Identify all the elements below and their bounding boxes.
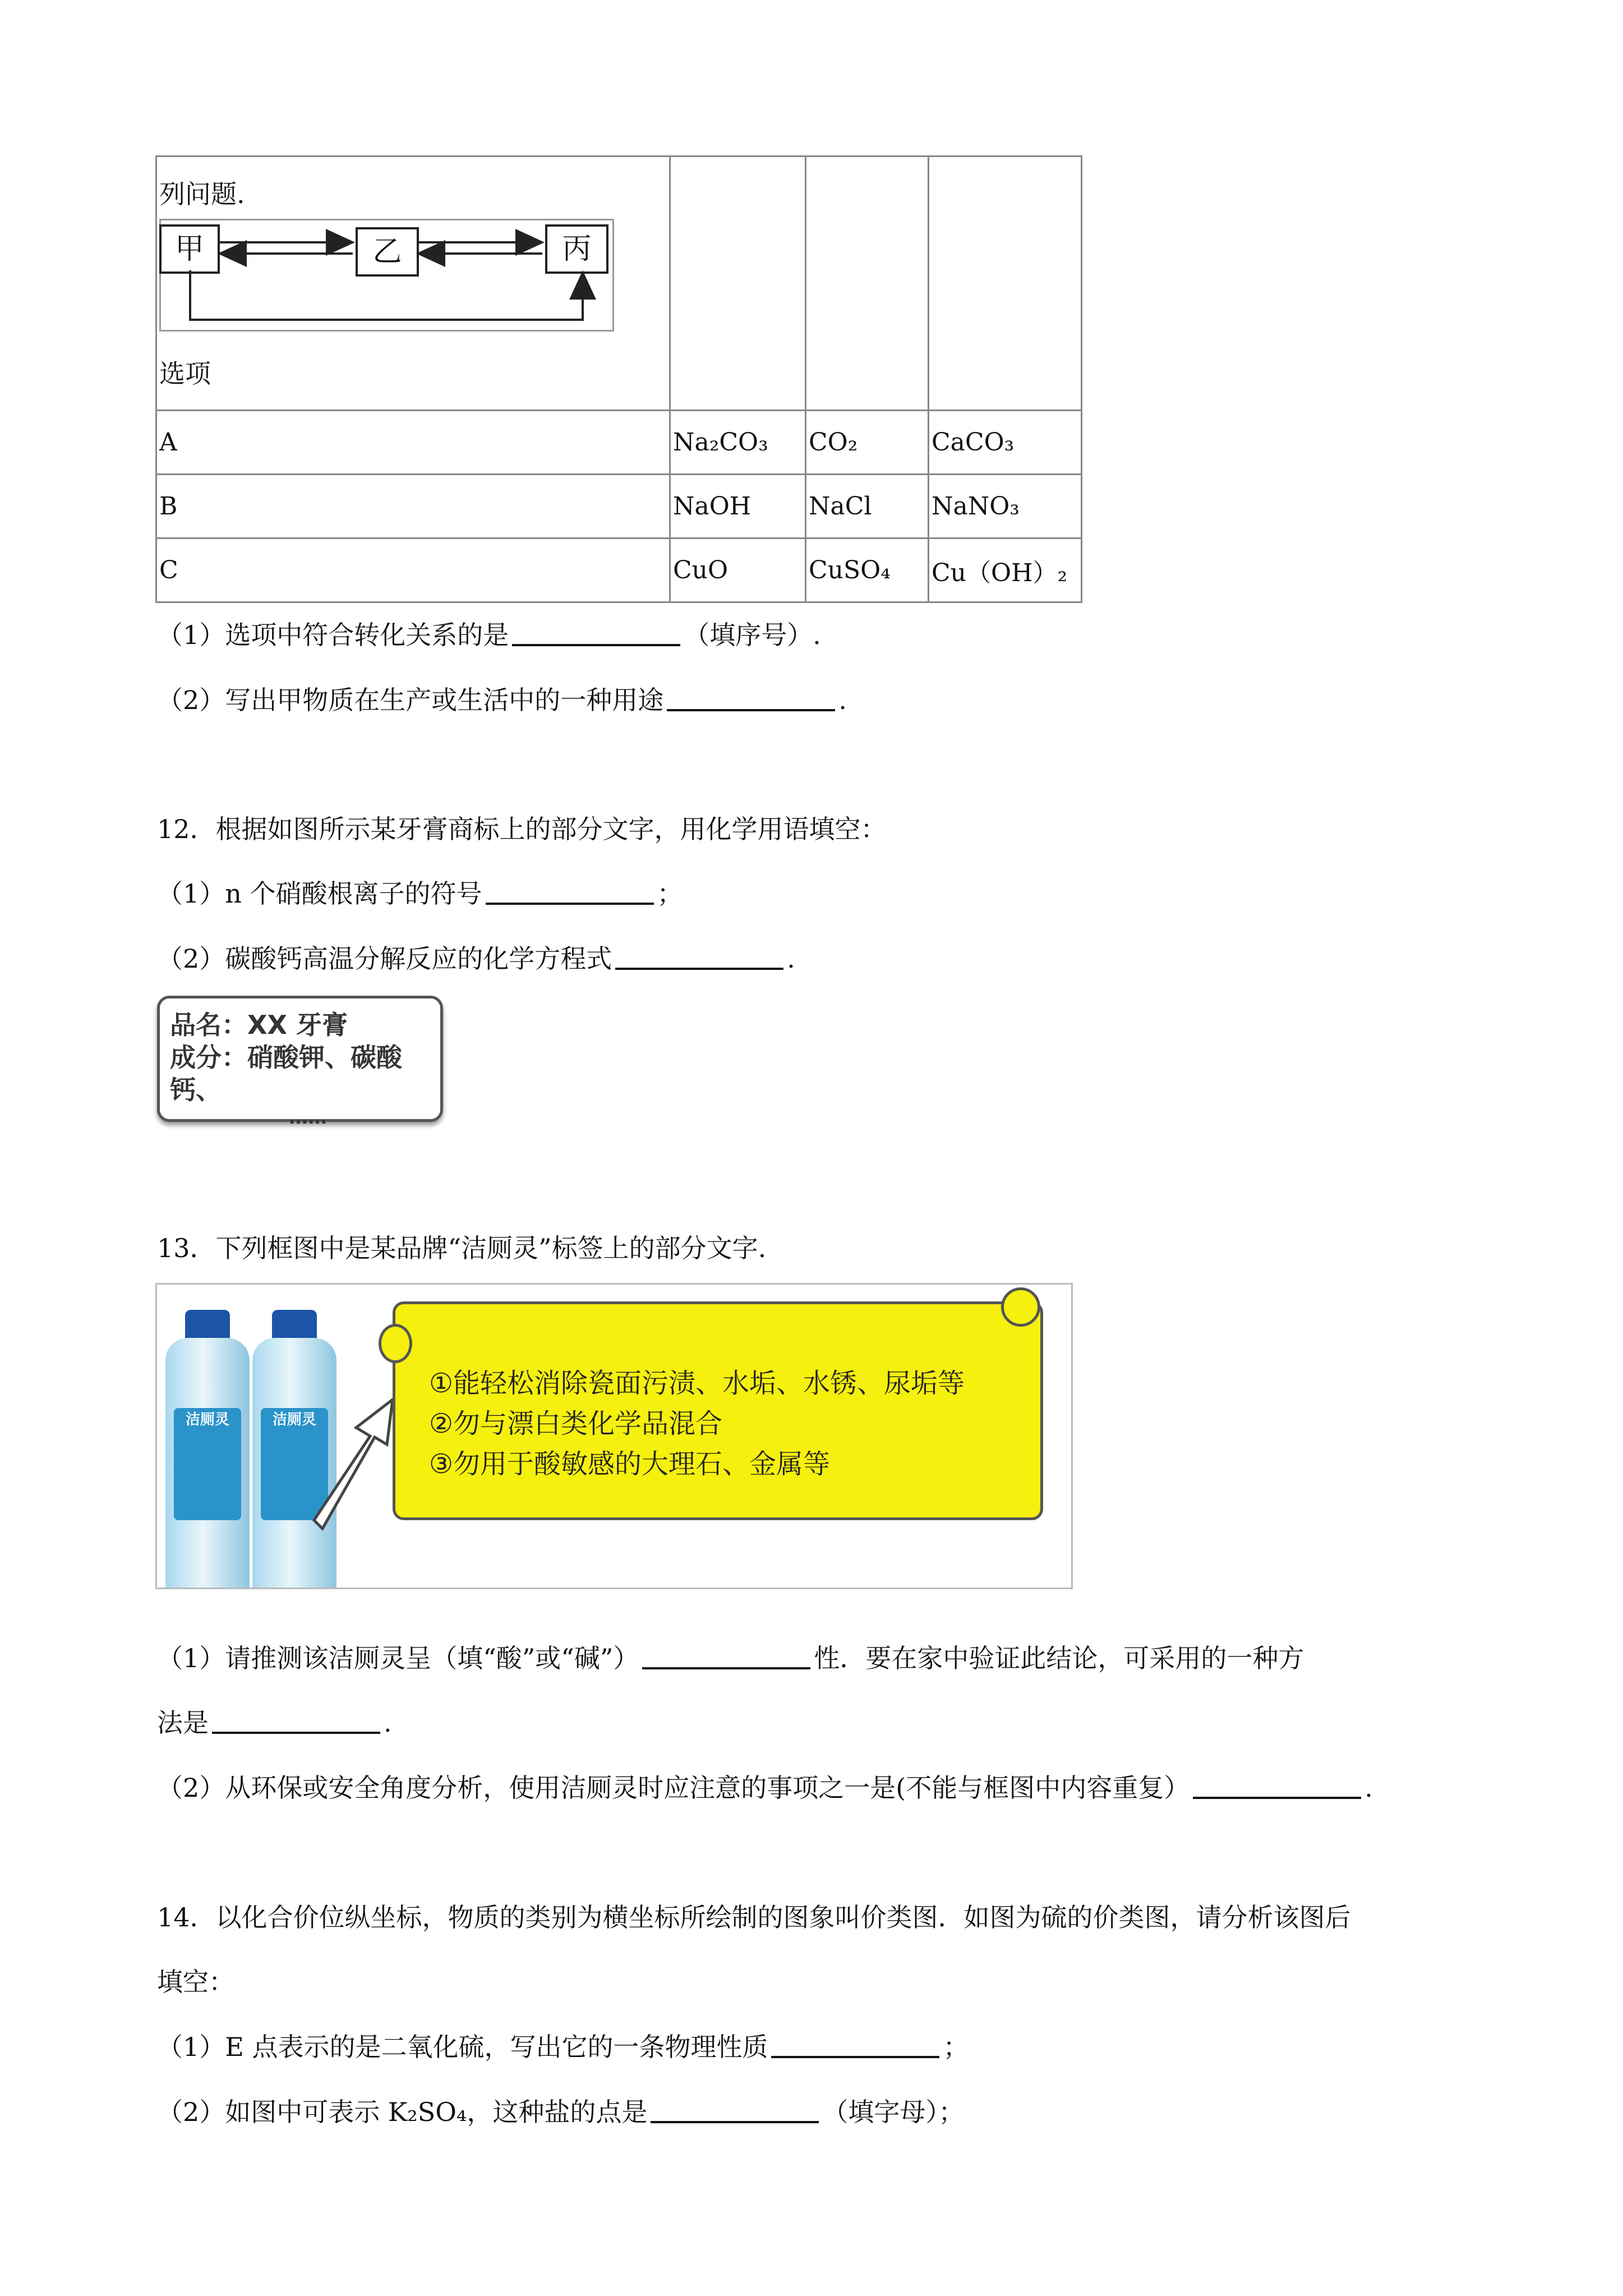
q12-sub1 (157, 877, 683, 910)
answer-blank[interactable] (212, 1708, 380, 1734)
q14-sub2 (157, 2095, 964, 2129)
q12-sub1-suffix: ； (657, 878, 683, 909)
row-label: C (156, 539, 670, 602)
cell-c: CaCO₃ (929, 411, 1082, 475)
answer-blank[interactable] (771, 2032, 939, 2058)
q14-stem-line2: 填空： (157, 1967, 234, 1997)
diagram-arrows (159, 219, 614, 331)
q12-sub2-text: （2）碳酸钙高温分解反应的化学方程式 (157, 944, 612, 974)
q14-stem-line1: 14．以化合价位纵坐标，物质的类别为横坐标所绘制的图象叫价类图．如图为硫的价类图，请分析该图后 (157, 1902, 1351, 1932)
bottle-brand: 洁厕灵 (272, 1411, 316, 1428)
intro-text: 列问题. (159, 179, 245, 209)
cell-a: CuO (670, 539, 806, 602)
row-label: A (156, 411, 670, 475)
scroll-curl (379, 1324, 412, 1363)
cell-b: CuSO₄ (806, 539, 929, 602)
q13-sub2-text: （2）从环保或安全角度分析，使用洁厕灵时应注意的事项之一是(不能与框图中内容重复） (157, 1773, 1190, 1803)
answer-blank[interactable] (642, 1644, 810, 1669)
q13-sub1-text: （1）请推测该洁厕灵呈（填“酸”或“碱”） (157, 1643, 639, 1673)
answer-blank[interactable] (512, 620, 680, 646)
box-yi: 乙 (356, 227, 419, 277)
box-jia: 甲 (159, 224, 220, 274)
q14-sub1-suffix: ； (943, 2032, 969, 2062)
q13-sub1-line2-suffix: . (384, 1708, 392, 1738)
scroll-curl (1001, 1287, 1040, 1327)
box-bing: 丙 (545, 224, 608, 274)
cleaner-label-image (155, 1283, 1073, 1589)
row-label: B (156, 475, 670, 539)
header-cell (156, 157, 670, 411)
toothpaste-label-image (157, 996, 443, 1129)
q12-sub2 (157, 942, 795, 976)
toothpaste-name: 品名：XX 牙膏 (170, 1010, 348, 1040)
answer-blank[interactable] (486, 879, 654, 905)
q11-sub2-suffix: . (838, 685, 847, 715)
header-empty-cell (670, 157, 806, 411)
table-row (156, 411, 1082, 475)
q13-sub1-line2-text: 法是 (157, 1708, 209, 1738)
scroll-item: ①能轻松消除瓷面污渍、水垢、水锈、尿垢等 (429, 1368, 965, 1399)
q11-sub1-text: （1）选项中符合转化关系的是 (157, 620, 509, 650)
scroll-item: ②勿与漂白类化学品混合 (429, 1408, 723, 1439)
bottle-label (174, 1408, 241, 1520)
scroll-item: ③勿用于酸敏感的大理石、金属等 (429, 1448, 831, 1480)
toothpaste-ingredients: 成分：硝酸钾、碳酸钙、 (170, 1042, 402, 1105)
cell-b: CO₂ (806, 411, 929, 475)
answer-blank[interactable] (1193, 1773, 1361, 1799)
q14-sub2-text: （2）如图中可表示 K₂SO₄，这种盐的点是 (157, 2097, 648, 2127)
cell-b: NaCl (806, 475, 929, 539)
q12-stem: 12．根据如图所示某牙膏商标上的部分文字，用化学用语填空： (157, 814, 887, 844)
header-empty-cell (806, 157, 929, 411)
q11-sub2 (157, 683, 847, 717)
q12-sub1-text: （1）n 个硝酸根离子的符号 (157, 878, 482, 909)
table-row (156, 539, 1082, 602)
answer-blank[interactable] (667, 685, 835, 711)
cell-c: Cu（OH）₂ (929, 539, 1082, 602)
q11-sub2-text: （2）写出甲物质在生产或生活中的一种用途 (157, 685, 664, 715)
cell-c: NaNO₃ (929, 475, 1082, 539)
options-table (155, 155, 1082, 603)
q12-sub2-suffix: . (787, 944, 795, 974)
q13-sub1-continuation: 性．要在家中验证此结论，可采用的一种方 (814, 1643, 1304, 1673)
answer-blank[interactable] (651, 2097, 819, 2123)
q13-sub1-line2 (157, 1706, 392, 1740)
toothpaste-ellipsis: …… (289, 1106, 327, 1129)
header-label: 选项 (159, 358, 211, 389)
cell-a: NaOH (670, 475, 806, 539)
q14-sub2-suffix: （填字母）； (822, 2097, 965, 2127)
q11-sub1 (157, 618, 821, 652)
pointer-arrow (308, 1397, 398, 1531)
q13-stem: 13．下列框图中是某品牌“洁厕灵”标签上的部分文字. (157, 1233, 767, 1263)
bottle-brand: 洁厕灵 (185, 1411, 229, 1428)
q11-sub1-suffix: （填序号）. (684, 620, 821, 650)
q13-sub1 (157, 1641, 1304, 1675)
q13-sub2-suffix: . (1364, 1773, 1373, 1803)
cell-a: Na₂CO₃ (670, 411, 806, 475)
q14-sub1-text: （1）E 点表示的是二氧化硫，写出它的一条物理性质 (157, 2032, 768, 2062)
label-scroll (393, 1301, 1043, 1520)
table-row (156, 475, 1082, 539)
q13-sub2 (157, 1771, 1373, 1805)
q14-sub1 (157, 2030, 969, 2064)
header-empty-cell (929, 157, 1082, 411)
answer-blank[interactable] (615, 944, 783, 970)
